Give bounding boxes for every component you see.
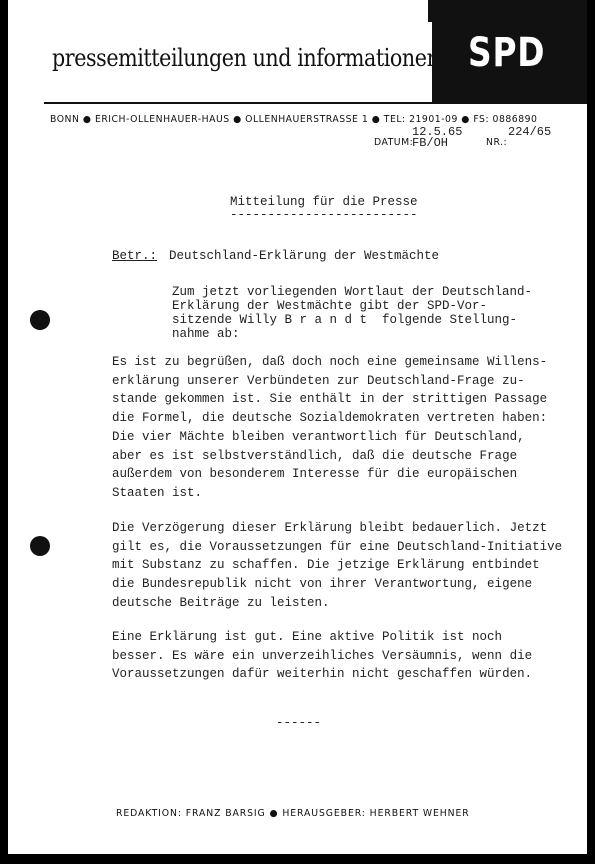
masthead-title: pressemitteilungen und informationen [52,44,440,72]
punch-hole-top [30,310,50,330]
subject-label: Betr.: [112,249,158,263]
heading-underline: ------------------------- [230,208,418,222]
subject-text: Deutschland-Erklärung der Westmächte [169,249,440,263]
document-heading: Mitteilung für die Presse [230,195,418,209]
spd-logo: SPD [468,30,546,76]
document-page [8,0,587,854]
date-value: 12.5.65 [412,125,463,139]
paragraph-3: Eine Erklärung ist gut. Eine aktive Politik ist noch besser. Es wäre ein unverzeihliches Versäumnis, wenn die Voraussetzungen dafür weiterhin nicht geschaffen würden. [112,630,533,682]
intro-paragraph: Zum jetzt vorliegenden Wortlaut der Deutschland- Erklärung der Westmächte gibt der SPD-Vor- sitzende Willy B r a n d t folgende Stellung- nahme ab: [172,285,533,341]
number-label: NR.: [486,137,508,148]
punch-hole-bottom [30,536,50,556]
closing-dashes: ------ [276,716,322,730]
footer-line: REDAKTION: FRANZ BARSIG ● HERAUSGEBER: HERBERT WEHNER [116,808,470,819]
header-rule [44,102,587,104]
paragraph-2: Die Verzögerung dieser Erklärung bleibt bedauerlich. Jetzt gilt es, die Voraussetzungen für eine Deutschland-Initiative mit Substanz zu schaffen. Die jetzige Erklärung entbindet die Bundesrepublik nicht von ihrer Verantwortung, eigene deutsche Beiträge zu leisten. [112,521,563,610]
initials: FB/OH [412,136,449,150]
date-label: DATUM: [374,137,414,148]
number-value: 224/65 [508,125,552,139]
address-line: BONN ● ERICH-OLLENHAUER-HAUS ● OLLENHAUERSTRASSE 1 ● TEL: 21901-09 ● FS: 0886890 [50,114,538,125]
paragraph-1: Es ist zu begrüßen, daß doch noch eine gemeinsame Willens- erklärung unserer Verbündeten zur Deutschland-Frage zu- stande gekommen ist. Sie enthält in der strittigen Passage die Formel, die deutsche Sozialdemokraten vertreten haben: Die vier Mächte bleiben verantwortlich für Deutschland, aber es ist selbstverständlich, daß die deutsche Frage außerdem von besonderem Interesse für die europäischen Staaten ist. [112,355,548,500]
